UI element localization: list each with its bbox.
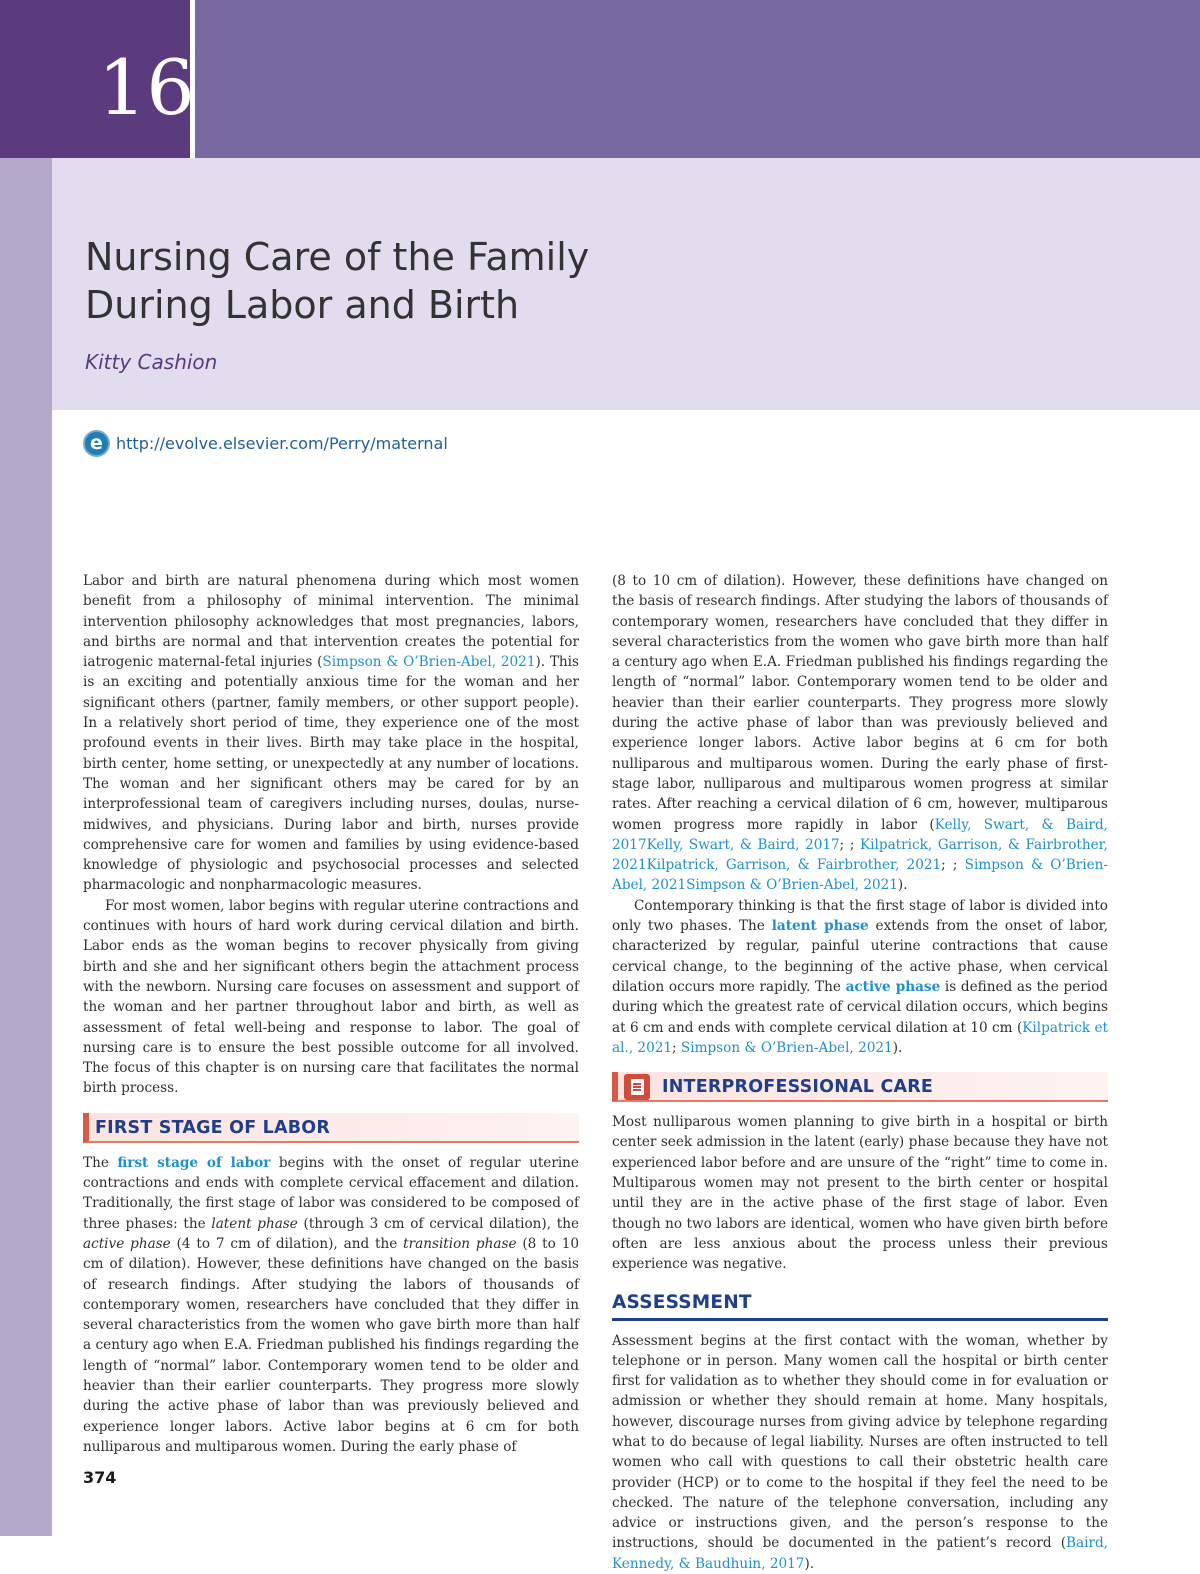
- chapter-author: Kitty Cashion: [85, 350, 217, 374]
- text-run: ).: [804, 1556, 814, 1572]
- evolve-e-icon: e: [83, 430, 110, 457]
- section-heading-label: ASSESSMENT: [612, 1293, 752, 1313]
- citation-link[interactable]: Kilpatrick, Garrison, & Fairbrother, 2021: [612, 837, 1108, 873]
- chapter-title-line-1: Nursing Care of the Family: [85, 235, 589, 279]
- key-term-link[interactable]: latent phase: [772, 918, 869, 934]
- text-run: is defined as the period during which the greatest rate of cervical dilation occurs, which begins at 6 cm and ends with complete cervical dilation at 10 cm (: [612, 979, 1108, 1036]
- citation-link[interactable]: Simpson & O’Brien-Abel, 2021: [686, 877, 898, 893]
- right-column: [612, 571, 1108, 1574]
- text-run: ;: [941, 857, 953, 873]
- text-run: Assessment begins at the first contact with the woman, whether by telephone or in person. Many women call the hospital or birth center first for validation as to whether they should come in for evaluation or admission or whether they should remain at home. Many hospitals, however, discourage nurses from giving advice by telephone regarding what to do because of legal liability. Nurses are often instructed to tell women who call with questions to call their obstetric health care provider (HCP) or to come to the hospital if they feel the need to be checked. The nature of the telephone conversation, including any advice or instructions given, and the person’s response to the instructions, should be documented in the patient’s record (: [612, 1333, 1108, 1552]
- evolve-resource-link[interactable]: [83, 428, 448, 458]
- text-run: ). This is an exciting and potentially anxious time for the woman and her significant others (partner, family members, or other support people). In a relatively short period of time, they experience one of the most profound events in their lives. Birth may take place in the hospital, birth center, home setting, or unexpectedly at any number of locations. The woman and her significant others may be cared for by an interprofessional team of caregivers including nurses, doulas, nurse-midwives, and physicians. During labor and birth, nurses provide comprehensive care for women and families by using evidence-based knowledge of physiologic and psychosocial processes and selected pharmacologic and nonpharmacologic measures.: [83, 654, 579, 893]
- citation-link[interactable]: Kelly, Swart, & Baird, 2017: [612, 817, 1108, 853]
- first-stage-paragraph-2: [612, 896, 1108, 1058]
- section-heading-label: INTERPROFESSIONAL CARE: [662, 1077, 933, 1097]
- text-run: ;: [672, 1040, 681, 1056]
- citation-link[interactable]: Simpson & O’Brien-Abel, 2021: [322, 654, 535, 670]
- section-heading-label: FIRST STAGE OF LABOR: [95, 1118, 330, 1138]
- section-heading-interprofessional-care: [612, 1072, 1108, 1102]
- intro-paragraph-2: For most women, labor begins with regular uterine contractions and continues with hours of hard work during cervical dilation and birth. Labor ends as the woman begins to recover physically from giving birth and she and her significant others begin the attachment process with the newborn. Nursing care focuses on assessment and support of the woman and her partner throughout labor and birth, as well as assessment of fetal well-being and response to labor. The goal of nursing care is to ensure the best possible outcome for all involved. The focus of this chapter is on nursing care that facilitates the normal birth process.: [83, 896, 579, 1099]
- evolve-url[interactable]: http://evolve.elsevier.com/Perry/maternal: [116, 434, 448, 453]
- text-run: begins with the onset of regular uterine contractions and ends with complete cervical effacement and dilation. Traditionally, the first stage of labor was considered to be composed of three phases: the: [83, 1155, 579, 1232]
- italic-term: latent phase: [211, 1216, 297, 1232]
- first-stage-paragraph-1-continued: [612, 571, 1108, 896]
- italic-term: transition phase: [403, 1236, 516, 1252]
- interprofessional-paragraph: Most nulliparous women planning to give birth in a hospital or birth center seek admission in the latent (early) phase because they have not experienced labor before and are unsure of the “right” time to come in. Multiparous women may not present to the birth center or hospital until they are in the active phase of the first stage of labor. Even though no two labors are identical, women who have given birth before often are less anxious about the process unless their previous experience was negative.: [612, 1112, 1108, 1274]
- chapter-title: [85, 233, 785, 329]
- text-run: ).: [893, 1040, 903, 1056]
- citation-link[interactable]: Simpson & O’Brien-Abel, 2021: [612, 857, 1108, 893]
- chapter-number-box: [0, 0, 190, 158]
- key-term-link[interactable]: active phase: [846, 979, 941, 995]
- citation-link[interactable]: Kilpatrick et al., 2021: [612, 1020, 1108, 1056]
- clipboard-icon: [624, 1074, 650, 1100]
- section-heading-assessment: [612, 1289, 1108, 1321]
- text-run: ).: [898, 877, 908, 893]
- left-margin-strip: [0, 0, 52, 1536]
- text-run: ;: [953, 857, 965, 873]
- text-run: Contemporary thinking is that the first stage of labor is divided into only two phases. The: [612, 898, 1108, 934]
- text-run: Labor and birth are natural phenomena during which most women benefit from a philosophy of minimal intervention. The minimal intervention philosophy acknowledges that most pregnancies, labors, and births are normal and that intervention creates the potential for iatrogenic maternal-fetal injuries (: [83, 573, 579, 670]
- text-run: The: [83, 1155, 117, 1171]
- text-run: (8 to 10 cm of dilation). However, these definitions have changed on the basis of research findings. After studying the labors of thousands of contemporary women, researchers have concluded that they differ in several characteristics from the women who gave birth more than half a century ago when E.A. Friedman published his findings regarding the length of “normal” labor. Contemporary women tend to be older and heavier than their earlier counterparts. They progress more slowly during the active phase of labor than was previously believed and experience longer labors. Active labor begins at 6 cm for both nulliparous and multiparous women. During the early phase of: [83, 1236, 579, 1455]
- page-number: 374: [83, 1468, 116, 1487]
- header-bar: [195, 0, 1200, 158]
- italic-term: active phase: [83, 1236, 171, 1252]
- intro-paragraph-1: [83, 571, 579, 896]
- text-run: ;: [850, 837, 860, 853]
- assessment-paragraph: [612, 1331, 1108, 1574]
- chapter-title-line-2: During Labor and Birth: [85, 283, 519, 327]
- text-run: ;: [840, 837, 850, 853]
- text-run: (4 to 7 cm of dilation), and the: [171, 1236, 403, 1252]
- citation-link[interactable]: Baird, Kennedy, & Baudhuin, 2017: [612, 1535, 1108, 1571]
- left-column: [83, 571, 579, 1457]
- text-run: extends from the onset of labor, characterized by regular, painful uterine contractions that cause cervical change, to the beginning of the active phase, when cervical dilation occurs more rapidly. The: [612, 918, 1108, 995]
- chapter-number: 16: [98, 50, 195, 126]
- first-stage-paragraph-1: [83, 1153, 579, 1457]
- section-heading-first-stage: [83, 1113, 579, 1143]
- text-run: (8 to 10 cm of dilation). However, these definitions have changed on the basis of research findings. After studying the labors of thousands of contemporary women, researchers have concluded that they differ in several characteristics from the women who gave birth more than half a century ago when E.A. Friedman published his findings regarding the length of “normal” labor. Contemporary women tend to be older and heavier than their earlier counterparts. They progress more slowly during the active phase of labor than was previously believed and experience longer labors. Active labor begins at 6 cm for both nulliparous and multiparous women. During the early phase of first-stage labor, nulliparous and multiparous women progress at similar rates. After reaching a cervical dilation of 6 cm, however, multiparous women progress more rapidly in labor (: [612, 573, 1108, 833]
- citation-link[interactable]: Simpson & O’Brien-Abel, 2021: [681, 1040, 893, 1056]
- text-run: (through 3 cm of cervical dilation), the: [298, 1216, 579, 1232]
- citation-link[interactable]: Kelly, Swart, & Baird, 2017: [647, 837, 840, 853]
- citation-link[interactable]: Kilpatrick, Garrison, & Fairbrother, 2021: [647, 857, 942, 873]
- key-term-link[interactable]: first stage of labor: [117, 1155, 270, 1171]
